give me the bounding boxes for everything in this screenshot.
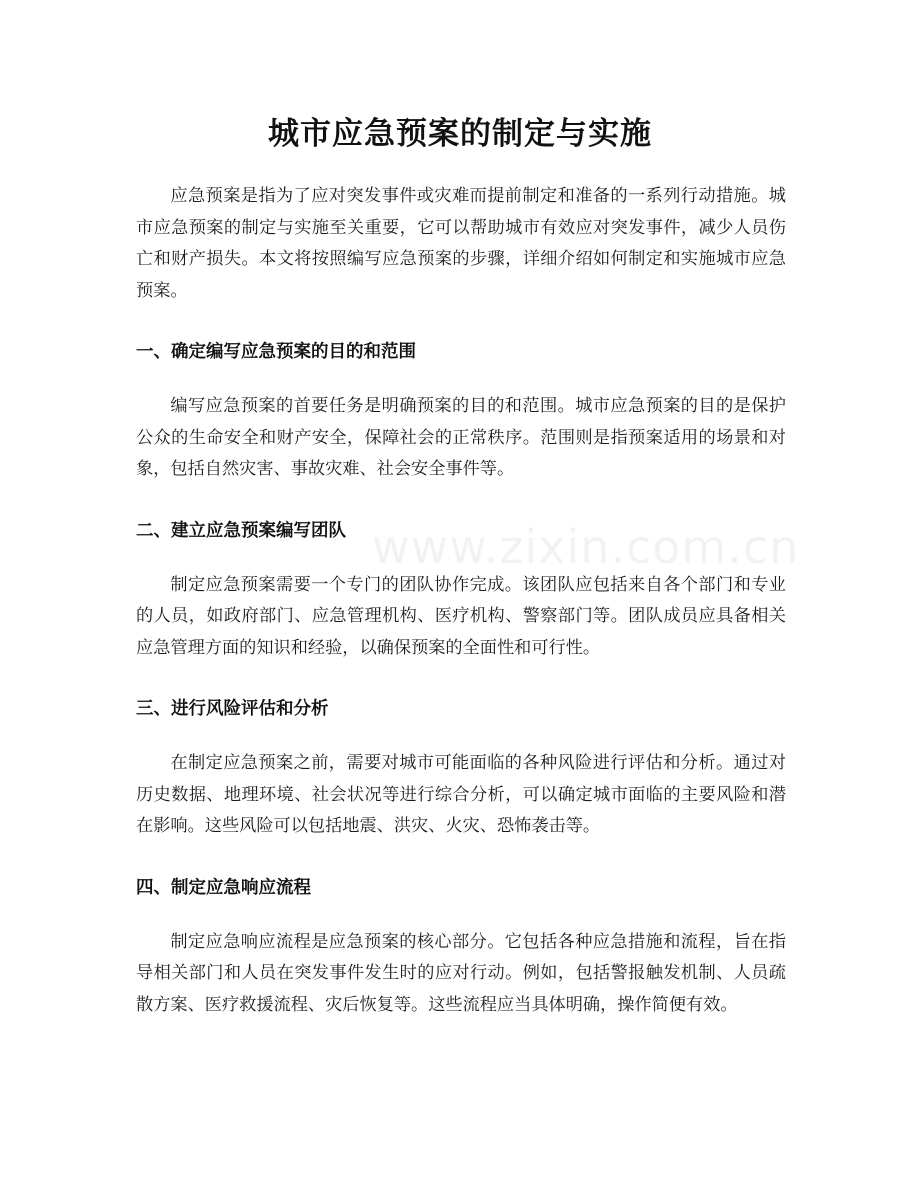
section-2-heading: 二、建立应急预案编写团队 [136, 520, 346, 541]
watermark: www.zixin.com.cn [372, 520, 800, 574]
section-4-heading: 四、制定应急响应流程 [136, 877, 311, 898]
intro-paragraph: 应急预案是指为了应对突发事件或灾难而提前制定和准备的一系列行动措施。城市应急预案的制定与实施至关重要，它可以帮助城市有效应对突发事件，减少人员伤亡和财产损失。本文将按照编写应急预案的步骤，详细介绍如何制定和实施城市应急预案。 [136, 186, 786, 301]
document-title: 城市应急预案的制定与实施 [268, 116, 652, 152]
section-3-paragraph: 在制定应急预案之前，需要对城市可能面临的各种风险进行评估和分析。通过对历史数据、地理环境、社会状况等进行综合分析，可以确定城市面临的主要风险和潜在影响。这些风险可以包括地震、洪灾、火灾、恐怖袭击等。 [136, 753, 786, 836]
section-1-paragraph: 编写应急预案的首要任务是明确预案的目的和范围。城市应急预案的目的是保护公众的生命安全和财产安全，保障社会的正常秩序。范围则是指预案适用的场景和对象，包括自然灾害、事故灾难、社会安全事件等。 [136, 396, 786, 479]
document-body [136, 181, 786, 1021]
section-2-paragraph: 制定应急预案需要一个专门的团队协作完成。该团队应包括来自各个部门和专业的人员，如政府部门、应急管理机构、医疗机构、警察部门等。团队成员应具备相关应急管理方面的知识和经验，以确保预案的全面性和可行性。 [136, 574, 786, 658]
section-4-paragraph: 制定应急响应流程是应急预案的核心部分。它包括各种应急措施和流程，旨在指导相关部门和人员在突发事件发生时的应对行动。例如，包括警报触发机制、人员疏散方案、医疗救援流程、灾后恢复等。这些流程应当具体明确，操作简便有效。 [136, 931, 786, 1015]
section-3-heading: 三、进行风险评估和分析 [136, 699, 329, 719]
section-1-heading: 一、确定编写应急预案的目的和范围 [136, 342, 416, 362]
